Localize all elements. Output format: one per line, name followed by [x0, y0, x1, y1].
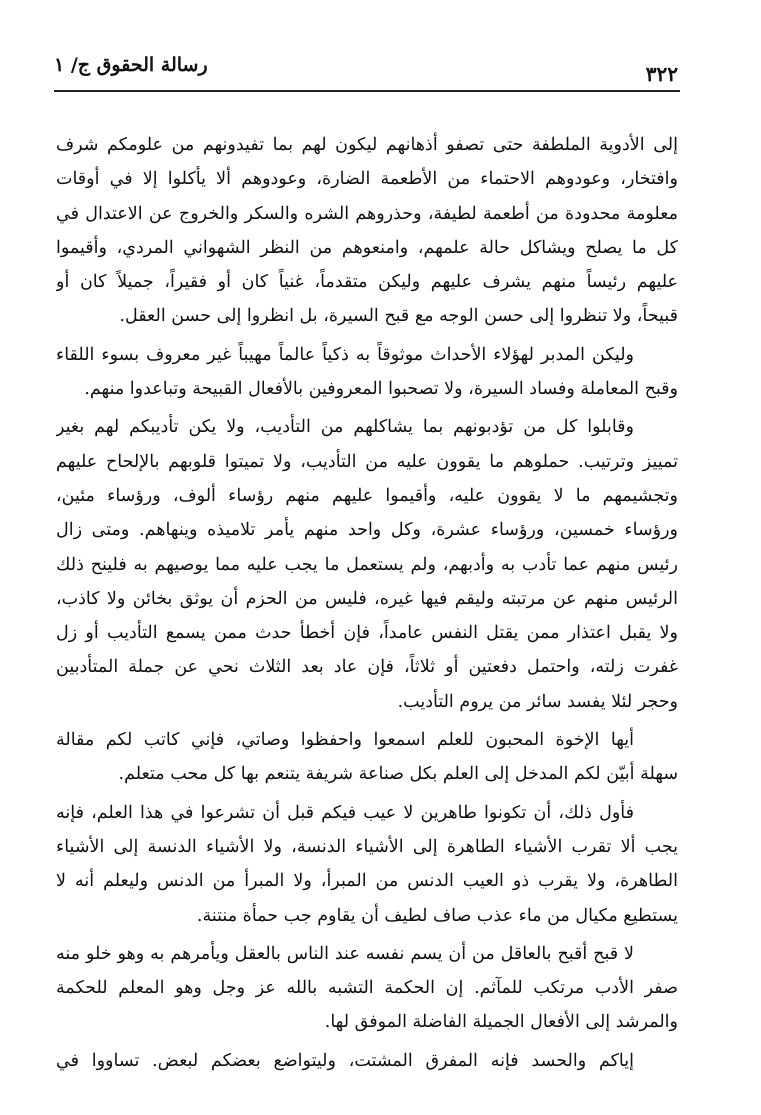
text-line: والمرشد إلى الأفعال الجميلة الفاضلة الموفق لها.	[324, 1012, 678, 1033]
paragraph	[56, 338, 678, 407]
text-line: إياكم والحسد فإنه المفرق المشتت، وليتواضع بعضكم لبعض. تساووا في	[56, 1050, 634, 1071]
text-line: لا قبح أقبح بالعاقل من أن يسم نفسه عند الناس بالعقل ويأمرهم به وهو خلو منه	[56, 943, 634, 964]
text-line: فأول ذلك، أن تكونوا طاهرين لا عيب فيكم قبل أن تشرعوا في هذا العلم، فإنه	[56, 802, 634, 823]
text-line: صفر الأدب مرتكب للمآثم. إن الحكمة التشبه بالله عز وجل وهو المعلم للحكمة	[56, 978, 678, 999]
text-line: إلى الأدوية الملطفة حتى تصفو أذهانهم ليكون لهم بما تفيدونهم من علومكم شرف	[56, 135, 678, 155]
text-line: معلومة محدودة من أطعمة لطيفة، وحذروهم الشره والسكر والخروج عن الاعتدال في	[56, 203, 678, 224]
text-line: كل ما يصلح ويشاكل حالة علمهم، وامنعوهم من النظر الشهواني المردي، وأقيموا	[56, 237, 678, 258]
text-line: عليهم رئيساً منهم يشرف عليهم وليكن متقدماً، غنياً كان أو فقيراً، جميلاً كان أو	[56, 272, 678, 293]
text-line: ولا يقبل اعتذار ممن يقتل النفس عامداً، فإن أخطأ حدث ممن يسمع التأديب أو زل	[56, 623, 678, 644]
paragraph	[56, 1044, 678, 1078]
text-line: رئيس منهم عما تأدب به وأدبهم، ولم يستعمل ما يجب عليه مما يوصيهم به فلينح ذلك	[56, 554, 678, 575]
paragraph	[56, 128, 678, 334]
page-body	[56, 128, 678, 1082]
text-line: ورؤساء خمسين، ورؤساء عشرة، وكل واحد منهم يأمر تلاميذه وينهاهم. ومتى زال	[56, 520, 678, 541]
text-line: غفرت زلته، واحتمل دفعتين أو ثلاثاً، فإن عاد بعد الثلاث نحي عن جملة المتأدبين	[56, 657, 678, 678]
text-line: سهلة أبيّن لكم المدخل إلى العلم بكل صناعة شريفة يتنعم بها كل محب متعلم.	[118, 764, 678, 785]
paragraph	[56, 937, 678, 1040]
running-title: رسالة الحقوق ج/ ١	[54, 54, 208, 76]
text-line: الرئيس منهم عن مرتبته وليقم فيها غيره، فليس من الحزم أن يوثق بخائن ولا كاذب،	[56, 588, 678, 609]
text-line: يجب ألا تقرب الأشياء الطاهرة إلى الأشياء الدنسة، ولا الأشياء الدنسة إلى الأشياء	[56, 836, 678, 857]
text-line: يستطيع مكيال من ماء عذب صاف لطيف أن يقاوم جب حمأة منتنة.	[196, 905, 678, 926]
text-line: أيها الإخوة المحبون للعلم اسمعوا واحفظوا وصاتي، فإني كاتب لكم مقالة	[56, 730, 634, 751]
paragraph	[56, 410, 678, 719]
text-line: وافتخار، وعودوهم الاحتماء من الأطعمة الضارة، وعودوهم ألا يأكلوا إلا في أوقات	[56, 169, 678, 190]
text-line: وتجشيمهم ما لا يقوون عليه، وأقيموا عليهم منهم رؤساء ألوف، ورؤساء مئين،	[56, 485, 678, 506]
text-line: وحجر لئلا يفسد سائر من يروم التأديب.	[397, 691, 678, 712]
text-line: الطاهرة، ولا يقرب ذو العيب الدنس من المبرأ، ولا المبرأ من الدنس وليعلم أنه لا	[56, 871, 678, 892]
paragraph	[56, 723, 678, 792]
text-line: قبيحاً، ولا تنظروا إلى حسن الوجه مع قبح السيرة، بل انظروا إلى حسن العقل.	[119, 306, 678, 327]
page-number: ٣٢٢	[645, 62, 678, 86]
text-line: وقابلوا كل من تؤدبونهم بما يشاكلهم من التأديب، ولا يكن تأديبكم لهم بغير	[56, 417, 634, 438]
paragraph	[56, 796, 678, 933]
text-line: وليكن المدبر لهؤلاء الأحداث موثوقاً به ذكياً عالماً مهيباً غير معروف بسوء اللقاء	[56, 344, 634, 365]
page-header	[54, 48, 680, 92]
text-line: تمييز وترتيب. حملوهم ما يقوون عليه من التأديب، ولا تميتوا قلوبهم بالإلحاح عليهم	[56, 451, 678, 472]
text-line: وقبح المعاملة وفساد السيرة، ولا تصحبوا المعروفين بالأفعال القبيحة وتباعدوا منهم.	[84, 379, 678, 400]
